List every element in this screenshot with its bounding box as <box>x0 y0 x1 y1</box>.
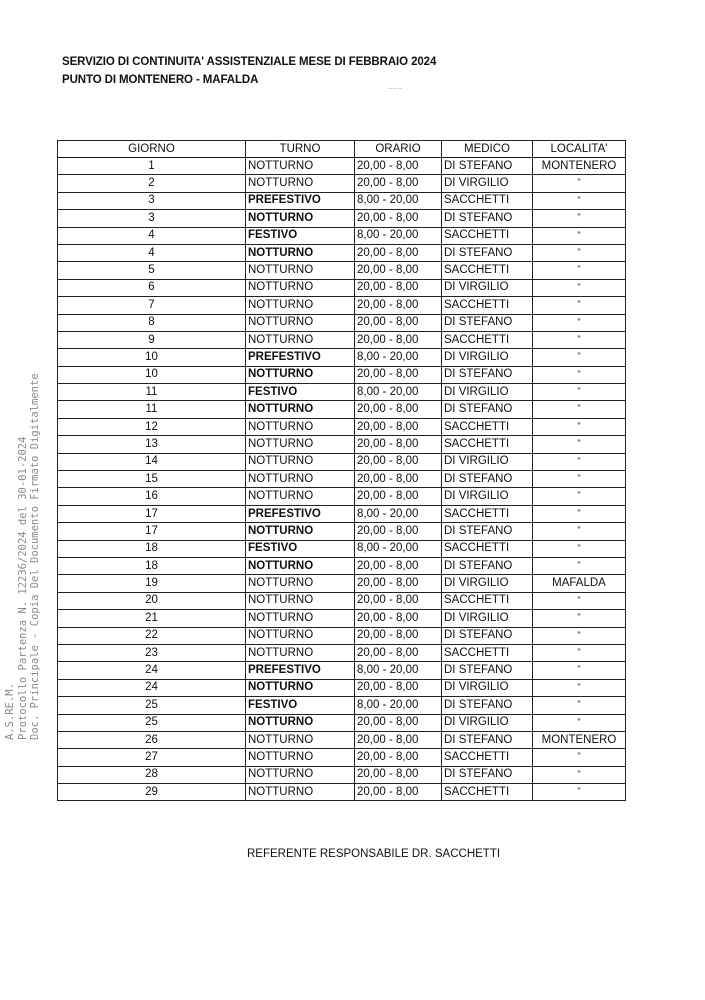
cell-orario: 20,00 - 8,00 <box>355 523 442 540</box>
cell-localita: " <box>533 749 626 766</box>
cell-medico: SACCHETTI <box>442 331 533 348</box>
table-row <box>58 540 626 557</box>
stamp-line-3: Doc. Principale - Copia Del Documento Firmato Digitalmente <box>29 373 41 740</box>
table-row <box>58 453 626 470</box>
cell-orario: 20,00 - 8,00 <box>355 262 442 279</box>
cell-giorno: 25 <box>58 714 246 731</box>
cell-orario: 20,00 - 8,00 <box>355 627 442 644</box>
cell-medico: SACCHETTI <box>442 192 533 209</box>
stamp-line-2: Protocollo Partenza N. 12236/2024 del 30-01-2024 <box>16 436 29 740</box>
cell-giorno: 10 <box>58 349 246 366</box>
cell-orario: 20,00 - 8,00 <box>355 175 442 192</box>
cell-giorno: 15 <box>58 471 246 488</box>
cell-giorno: 9 <box>58 331 246 348</box>
cell-medico: DI STEFANO <box>442 158 533 175</box>
cell-orario: 20,00 - 8,00 <box>355 210 442 227</box>
schedule-table <box>57 140 626 801</box>
cell-turno: NOTTURNO <box>246 714 355 731</box>
cell-medico: DI STEFANO <box>442 697 533 714</box>
cell-localita: " <box>533 244 626 261</box>
cell-turno: NOTTURNO <box>246 610 355 627</box>
cell-medico: SACCHETTI <box>442 262 533 279</box>
cell-localita: " <box>533 418 626 435</box>
cell-orario: 20,00 - 8,00 <box>355 592 442 609</box>
cell-orario: 20,00 - 8,00 <box>355 679 442 696</box>
cell-medico: DI STEFANO <box>442 210 533 227</box>
cell-medico: DI STEFANO <box>442 471 533 488</box>
cell-orario: 20,00 - 8,00 <box>355 488 442 505</box>
cell-medico: DI VIRGILIO <box>442 349 533 366</box>
cell-giorno: 8 <box>58 314 246 331</box>
cell-orario: 20,00 - 8,00 <box>355 436 442 453</box>
table-row <box>58 523 626 540</box>
table-row <box>58 557 626 574</box>
table-row <box>58 749 626 766</box>
table-row <box>58 244 626 261</box>
cell-giorno: 28 <box>58 766 246 783</box>
header-localita: LOCALITA' <box>533 141 626 158</box>
header-giorno: GIORNO <box>58 141 246 158</box>
table-row <box>58 662 626 679</box>
cell-giorno: 7 <box>58 297 246 314</box>
cell-localita: " <box>533 349 626 366</box>
cell-orario: 8,00 - 20,00 <box>355 540 442 557</box>
cell-turno: NOTTURNO <box>246 297 355 314</box>
cell-giorno: 18 <box>58 540 246 557</box>
cell-turno: NOTTURNO <box>246 175 355 192</box>
cell-localita: " <box>533 784 626 801</box>
table-row <box>58 158 626 175</box>
header-orario: ORARIO <box>355 141 442 158</box>
cell-localita: " <box>533 662 626 679</box>
cell-localita: " <box>533 679 626 696</box>
document-subtitle: PUNTO DI MONTENERO - MAFALDA <box>62 74 259 86</box>
cell-medico: DI VIRGILIO <box>442 384 533 401</box>
table-row <box>58 314 626 331</box>
handwritten-mark: ~~·~ <box>388 86 403 93</box>
cell-orario: 8,00 - 20,00 <box>355 505 442 522</box>
cell-orario: 20,00 - 8,00 <box>355 297 442 314</box>
table-row <box>58 331 626 348</box>
cell-turno: NOTTURNO <box>246 262 355 279</box>
cell-turno: NOTTURNO <box>246 557 355 574</box>
cell-orario: 20,00 - 8,00 <box>355 401 442 418</box>
cell-giorno: 20 <box>58 592 246 609</box>
cell-medico: SACCHETTI <box>442 436 533 453</box>
header-medico: MEDICO <box>442 141 533 158</box>
cell-turno: NOTTURNO <box>246 575 355 592</box>
cell-localita: " <box>533 401 626 418</box>
cell-orario: 20,00 - 8,00 <box>355 610 442 627</box>
cell-orario: 8,00 - 20,00 <box>355 349 442 366</box>
cell-localita: " <box>533 592 626 609</box>
cell-giorno: 17 <box>58 523 246 540</box>
cell-medico: SACCHETTI <box>442 418 533 435</box>
cell-localita: " <box>533 175 626 192</box>
table-row <box>58 210 626 227</box>
table-row <box>58 488 626 505</box>
cell-orario: 20,00 - 8,00 <box>355 644 442 661</box>
cell-medico: DI STEFANO <box>442 244 533 261</box>
cell-giorno: 27 <box>58 749 246 766</box>
cell-orario: 20,00 - 8,00 <box>355 731 442 748</box>
cell-turno: NOTTURNO <box>246 244 355 261</box>
cell-turno: NOTTURNO <box>246 644 355 661</box>
cell-turno: NOTTURNO <box>246 453 355 470</box>
cell-medico: DI STEFANO <box>442 662 533 679</box>
cell-localita: " <box>533 644 626 661</box>
cell-giorno: 24 <box>58 662 246 679</box>
cell-orario: 20,00 - 8,00 <box>355 279 442 296</box>
cell-turno: NOTTURNO <box>246 784 355 801</box>
table-row <box>58 610 626 627</box>
cell-giorno: 1 <box>58 158 246 175</box>
cell-orario: 20,00 - 8,00 <box>355 575 442 592</box>
cell-medico: DI VIRGILIO <box>442 679 533 696</box>
table-row <box>58 366 626 383</box>
cell-turno: NOTTURNO <box>246 731 355 748</box>
cell-localita: MONTENERO <box>533 158 626 175</box>
cell-giorno: 17 <box>58 505 246 522</box>
cell-giorno: 24 <box>58 679 246 696</box>
cell-orario: 8,00 - 20,00 <box>355 192 442 209</box>
table-row <box>58 436 626 453</box>
cell-giorno: 12 <box>58 418 246 435</box>
table-row <box>58 349 626 366</box>
cell-turno: PREFESTIVO <box>246 662 355 679</box>
cell-medico: SACCHETTI <box>442 644 533 661</box>
cell-orario: 8,00 - 20,00 <box>355 384 442 401</box>
cell-localita: " <box>533 523 626 540</box>
cell-turno: FESTIVO <box>246 540 355 557</box>
cell-giorno: 3 <box>58 210 246 227</box>
table-row <box>58 418 626 435</box>
cell-giorno: 4 <box>58 227 246 244</box>
table-row <box>58 192 626 209</box>
cell-giorno: 23 <box>58 644 246 661</box>
cell-giorno: 14 <box>58 453 246 470</box>
cell-medico: DI STEFANO <box>442 314 533 331</box>
cell-orario: 20,00 - 8,00 <box>355 749 442 766</box>
cell-localita: " <box>533 488 626 505</box>
table-row <box>58 471 626 488</box>
cell-medico: DI VIRGILIO <box>442 610 533 627</box>
table-header-row <box>58 141 626 158</box>
cell-turno: NOTTURNO <box>246 592 355 609</box>
cell-orario: 20,00 - 8,00 <box>355 331 442 348</box>
cell-giorno: 10 <box>58 366 246 383</box>
table-row <box>58 784 626 801</box>
cell-medico: DI STEFANO <box>442 401 533 418</box>
cell-orario: 20,00 - 8,00 <box>355 418 442 435</box>
cell-medico: SACCHETTI <box>442 505 533 522</box>
cell-medico: DI VIRGILIO <box>442 714 533 731</box>
table-row <box>58 731 626 748</box>
table-row <box>58 297 626 314</box>
table-row <box>58 766 626 783</box>
cell-giorno: 2 <box>58 175 246 192</box>
cell-turno: NOTTURNO <box>246 366 355 383</box>
cell-medico: DI VIRGILIO <box>442 175 533 192</box>
cell-turno: NOTTURNO <box>246 488 355 505</box>
table-row <box>58 575 626 592</box>
cell-medico: SACCHETTI <box>442 784 533 801</box>
cell-localita: " <box>533 505 626 522</box>
cell-turno: PREFESTIVO <box>246 505 355 522</box>
header-turno: TURNO <box>246 141 355 158</box>
cell-turno: NOTTURNO <box>246 436 355 453</box>
table-row <box>58 279 626 296</box>
cell-turno: NOTTURNO <box>246 401 355 418</box>
cell-localita: " <box>533 279 626 296</box>
cell-turno: NOTTURNO <box>246 210 355 227</box>
cell-giorno: 11 <box>58 401 246 418</box>
cell-turno: NOTTURNO <box>246 418 355 435</box>
cell-turno: PREFESTIVO <box>246 192 355 209</box>
cell-giorno: 16 <box>58 488 246 505</box>
cell-medico: DI VIRGILIO <box>442 279 533 296</box>
cell-giorno: 6 <box>58 279 246 296</box>
cell-turno: FESTIVO <box>246 697 355 714</box>
cell-giorno: 25 <box>58 697 246 714</box>
cell-turno: NOTTURNO <box>246 523 355 540</box>
cell-localita: " <box>533 331 626 348</box>
table-row <box>58 384 626 401</box>
cell-orario: 20,00 - 8,00 <box>355 714 442 731</box>
cell-localita: " <box>533 610 626 627</box>
cell-localita: " <box>533 384 626 401</box>
table-row <box>58 401 626 418</box>
cell-localita: " <box>533 262 626 279</box>
cell-localita: MAFALDA <box>533 575 626 592</box>
cell-orario: 20,00 - 8,00 <box>355 314 442 331</box>
cell-orario: 20,00 - 8,00 <box>355 366 442 383</box>
protocol-stamp <box>4 373 42 740</box>
cell-turno: PREFESTIVO <box>246 349 355 366</box>
cell-giorno: 21 <box>58 610 246 627</box>
cell-orario: 20,00 - 8,00 <box>355 766 442 783</box>
cell-orario: 20,00 - 8,00 <box>355 471 442 488</box>
cell-orario: 8,00 - 20,00 <box>355 227 442 244</box>
cell-turno: NOTTURNO <box>246 279 355 296</box>
cell-medico: DI STEFANO <box>442 366 533 383</box>
cell-giorno: 19 <box>58 575 246 592</box>
cell-medico: SACCHETTI <box>442 227 533 244</box>
cell-orario: 20,00 - 8,00 <box>355 158 442 175</box>
table-row <box>58 262 626 279</box>
cell-localita: " <box>533 436 626 453</box>
table-row <box>58 592 626 609</box>
table-row <box>58 505 626 522</box>
cell-localita: " <box>533 627 626 644</box>
cell-giorno: 13 <box>58 436 246 453</box>
cell-turno: NOTTURNO <box>246 471 355 488</box>
cell-localita: " <box>533 297 626 314</box>
cell-medico: DI STEFANO <box>442 627 533 644</box>
table-row <box>58 679 626 696</box>
cell-localita: " <box>533 471 626 488</box>
table-row <box>58 175 626 192</box>
cell-giorno: 22 <box>58 627 246 644</box>
cell-medico: DI VIRGILIO <box>442 453 533 470</box>
cell-turno: FESTIVO <box>246 384 355 401</box>
cell-medico: DI STEFANO <box>442 731 533 748</box>
cell-orario: 20,00 - 8,00 <box>355 453 442 470</box>
cell-medico: SACCHETTI <box>442 749 533 766</box>
cell-medico: DI STEFANO <box>442 523 533 540</box>
cell-turno: NOTTURNO <box>246 766 355 783</box>
cell-localita: " <box>533 540 626 557</box>
cell-medico: SACCHETTI <box>442 592 533 609</box>
cell-localita: " <box>533 697 626 714</box>
cell-orario: 8,00 - 20,00 <box>355 662 442 679</box>
referent-line: REFERENTE RESPONSABILE DR. SACCHETTI <box>247 848 501 860</box>
cell-medico: DI STEFANO <box>442 766 533 783</box>
cell-localita: " <box>533 366 626 383</box>
table-row <box>58 697 626 714</box>
cell-orario: 20,00 - 8,00 <box>355 244 442 261</box>
cell-medico: SACCHETTI <box>442 540 533 557</box>
cell-medico: DI VIRGILIO <box>442 575 533 592</box>
cell-orario: 20,00 - 8,00 <box>355 784 442 801</box>
cell-giorno: 3 <box>58 192 246 209</box>
cell-giorno: 29 <box>58 784 246 801</box>
cell-turno: NOTTURNO <box>246 627 355 644</box>
cell-localita: " <box>533 557 626 574</box>
cell-turno: NOTTURNO <box>246 679 355 696</box>
cell-turno: NOTTURNO <box>246 331 355 348</box>
cell-orario: 20,00 - 8,00 <box>355 557 442 574</box>
cell-localita: " <box>533 453 626 470</box>
cell-localita: " <box>533 210 626 227</box>
cell-turno: NOTTURNO <box>246 314 355 331</box>
cell-localita: " <box>533 227 626 244</box>
cell-giorno: 5 <box>58 262 246 279</box>
table-row <box>58 627 626 644</box>
cell-localita: " <box>533 766 626 783</box>
document-title: SERVIZIO DI CONTINUITA' ASSISTENZIALE MESE DI FEBBRAIO 2024 <box>62 56 437 68</box>
cell-localita: " <box>533 714 626 731</box>
cell-orario: 8,00 - 20,00 <box>355 697 442 714</box>
cell-localita: " <box>533 192 626 209</box>
cell-giorno: 4 <box>58 244 246 261</box>
cell-medico: SACCHETTI <box>442 297 533 314</box>
cell-giorno: 18 <box>58 557 246 574</box>
cell-localita: " <box>533 314 626 331</box>
cell-localita: MONTENERO <box>533 731 626 748</box>
table-row <box>58 714 626 731</box>
cell-turno: FESTIVO <box>246 227 355 244</box>
cell-turno: NOTTURNO <box>246 158 355 175</box>
cell-turno: NOTTURNO <box>246 749 355 766</box>
cell-medico: DI VIRGILIO <box>442 488 533 505</box>
cell-giorno: 26 <box>58 731 246 748</box>
stamp-line-1: A.S.RE.M. <box>4 683 16 740</box>
cell-medico: DI STEFANO <box>442 557 533 574</box>
cell-giorno: 11 <box>58 384 246 401</box>
table-row <box>58 644 626 661</box>
table-row <box>58 227 626 244</box>
